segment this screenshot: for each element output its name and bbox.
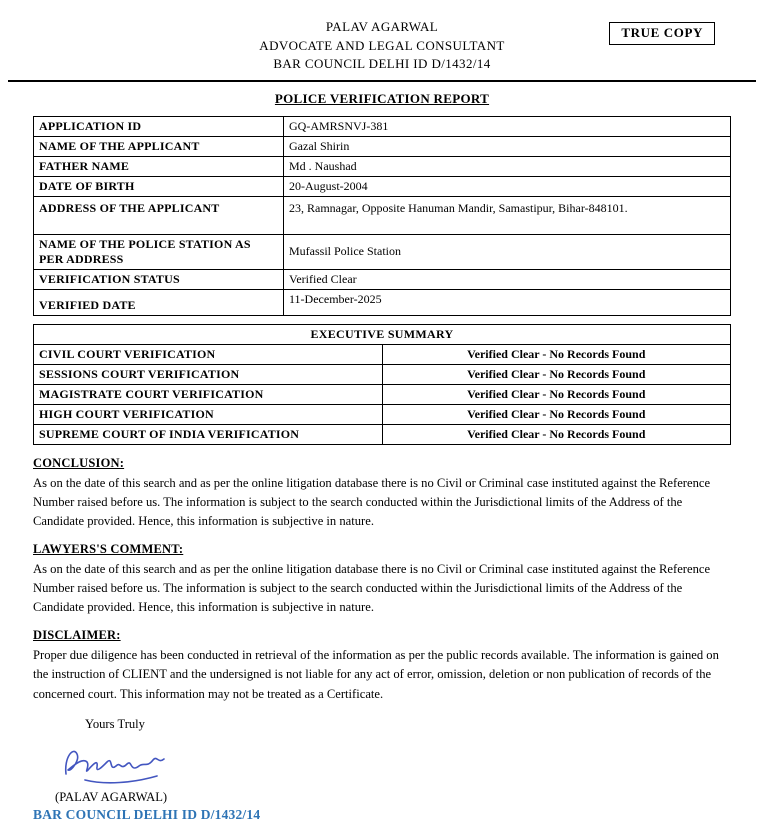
- disclaimer-body: Proper due diligence has been conducted in retrieval of the information as per the public records available. The information is gained on the instruction of CLIENT and the undersigned is not liable for any act of error, omission, deletion or non publication of records of the concerned court. This information may not be treated as a Certificate.: [33, 648, 719, 701]
- advocate-name: PALAV AGARWAL: [325, 19, 439, 34]
- summary-value: Verified Clear - No Records Found: [382, 364, 731, 384]
- advocate-subtitle: ADVOCATE AND LEGAL CONSULTANT: [259, 37, 505, 53]
- detail-label: NAME OF THE POLICE STATION AS PER ADDRESS: [34, 234, 284, 269]
- detail-value: 20-August-2004: [284, 176, 731, 196]
- table-row: [34, 176, 731, 196]
- summary-label: MAGISTRATE COURT VERIFICATION: [34, 384, 383, 404]
- table-row: [34, 289, 731, 315]
- table-row: [34, 364, 731, 384]
- lawyers-comment-heading: LAWYERS'S COMMENT:: [33, 541, 184, 556]
- disclaimer-section: [33, 628, 731, 703]
- summary-value: Verified Clear - No Records Found: [382, 344, 731, 364]
- table-row: [34, 269, 731, 289]
- table-row: [34, 234, 731, 269]
- detail-label: ADDRESS OF THE APPLICANT: [34, 196, 284, 234]
- signatory-name: (PALAV AGARWAL): [55, 789, 168, 804]
- header-divider: [8, 80, 756, 82]
- true-copy-stamp: TRUE COPY: [609, 22, 715, 45]
- detail-label: VERIFICATION STATUS: [34, 269, 284, 289]
- detail-value: 11-December-2025: [284, 289, 731, 315]
- bar-council-footer: BAR COUNCIL DELHI ID D/1432/14: [33, 806, 261, 822]
- signature: [57, 740, 731, 788]
- detail-value: GQ-AMRSNVJ-381: [284, 116, 731, 136]
- conclusion-heading: CONCLUSION:: [33, 455, 125, 470]
- summary-label: HIGH COURT VERIFICATION: [34, 404, 383, 424]
- table-row: [34, 156, 731, 176]
- summary-value: Verified Clear - No Records Found: [382, 404, 731, 424]
- conclusion-body: As on the date of this search and as per the online litigation database there is no Civil or Criminal case instituted against the Reference Number raised before us. The information is subject to the search conducted within the Jurisdictional limits of the Address of the Candidate provided. Hence, this information is subjective in nature.: [33, 475, 711, 528]
- lawyers-comment-section: [33, 542, 731, 617]
- table-row: [34, 404, 731, 424]
- summary-label: SESSIONS COURT VERIFICATION: [34, 364, 383, 384]
- summary-value: Verified Clear - No Records Found: [382, 384, 731, 404]
- page-title: POLICE VERIFICATION REPORT: [274, 90, 490, 106]
- conclusion-section: [33, 456, 731, 531]
- table-row: [34, 324, 731, 344]
- detail-label: NAME OF THE APPLICANT: [34, 136, 284, 156]
- summary-label: SUPREME COURT OF INDIA VERIFICATION: [34, 424, 383, 444]
- detail-value: Gazal Shirin: [284, 136, 731, 156]
- detail-label: APPLICATION ID: [34, 116, 284, 136]
- detail-label: FATHER NAME: [34, 156, 284, 176]
- table-row: [34, 196, 731, 234]
- table-row: [34, 344, 731, 364]
- detail-value: Md . Naushad: [284, 156, 731, 176]
- table-row: [34, 136, 731, 156]
- detail-value: Verified Clear: [284, 269, 731, 289]
- detail-value: 23, Ramnagar, Opposite Hanuman Mandir, Samastipur, Bihar-848101.: [284, 196, 731, 234]
- table-row: [34, 384, 731, 404]
- lawyers-comment-body: As on the date of this search and as per the online litigation database there is no Civil or Criminal case instituted against the Reference Number raised before us. The information is subject to the search conducted within the Jurisdictional limits of the Address of the Candidate provided. Hence, this information is subjective in nature.: [33, 561, 711, 615]
- details-table: [33, 116, 731, 316]
- bar-council-id: BAR COUNCIL DELHI ID D/1432/14: [273, 56, 491, 71]
- table-row: [34, 116, 731, 136]
- detail-label: DATE OF BIRTH: [34, 176, 284, 196]
- table-row: [34, 424, 731, 444]
- detail-label: VERIFIED DATE: [34, 289, 284, 315]
- signature-scribble: [57, 740, 177, 788]
- detail-value: Mufassil Police Station: [284, 234, 731, 269]
- disclaimer-heading: DISCLAIMER:: [33, 628, 121, 643]
- summary-label: CIVIL COURT VERIFICATION: [34, 344, 383, 364]
- executive-summary-title: EXECUTIVE SUMMARY: [34, 324, 731, 344]
- salutation: Yours Truly: [85, 716, 145, 731]
- executive-summary-table: [33, 324, 731, 445]
- summary-value: Verified Clear - No Records Found: [382, 424, 731, 444]
